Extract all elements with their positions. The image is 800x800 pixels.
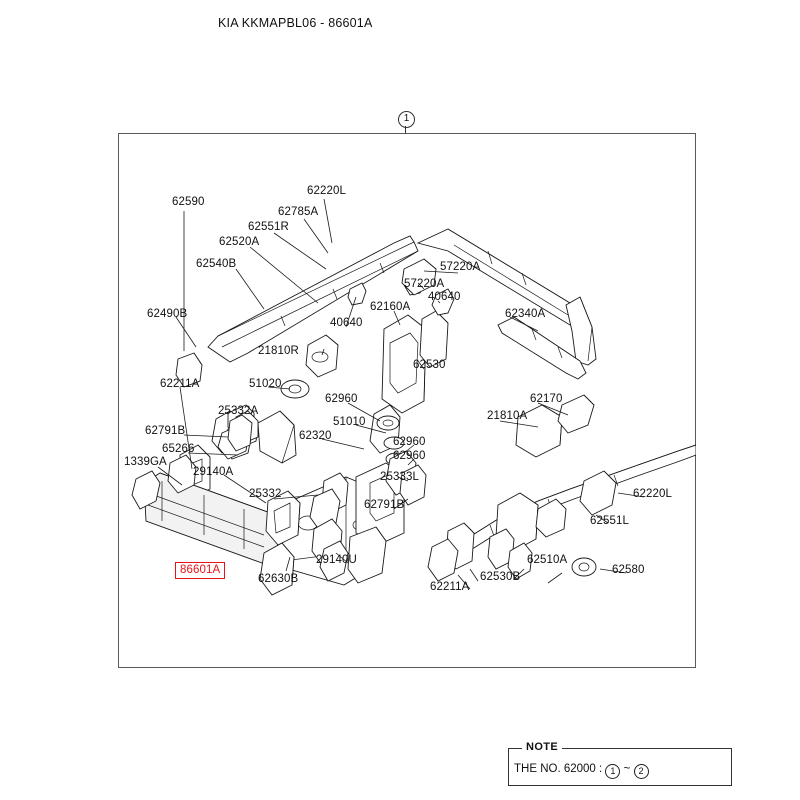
part-label-57220A-2: 57220A	[404, 278, 445, 290]
part-label-25332A: 25332A	[218, 405, 259, 417]
engine-mount-21810r	[306, 335, 338, 377]
part-label-62960-1: 62960	[325, 393, 358, 405]
part-label-62551L: 62551L	[590, 515, 629, 527]
note-range-sep: ~	[623, 763, 631, 775]
part-label-51020: 51020	[249, 378, 282, 390]
part-label-40640-2: 40640	[330, 317, 363, 329]
part-label-62170: 62170	[530, 393, 563, 405]
note-caption: NOTE	[522, 741, 562, 753]
note-prefix: THE NO.	[514, 763, 561, 775]
note-range-from: 1	[605, 764, 620, 779]
part-label-62340A: 62340A	[505, 308, 546, 320]
part-label-25332: 25332	[249, 488, 282, 500]
part-label-62490B: 62490B	[147, 308, 188, 320]
part-label-21810A: 21810A	[487, 410, 528, 422]
note-range-to: 2	[634, 764, 649, 779]
part-label-51010: 51010	[333, 416, 366, 428]
part-label-62320: 62320	[299, 430, 332, 442]
part-label-62785A: 62785A	[278, 206, 319, 218]
part-label-62551R: 62551R	[248, 221, 289, 233]
part-label-62220L: 62220L	[307, 185, 346, 197]
part-label-29140A: 29140A	[193, 466, 234, 478]
part-label-62540B: 62540B	[196, 258, 237, 270]
callout-marker-1: 1	[398, 111, 415, 128]
part-label-62580: 62580	[612, 564, 645, 576]
part-label-62791B-2: 62791B	[364, 499, 405, 511]
note-number: 62000 :	[563, 763, 603, 775]
part-label-62590: 62590	[172, 196, 205, 208]
part-label-62630B: 62630B	[258, 573, 299, 585]
part-label-86601A-highlighted[interactable]: 86601A	[175, 562, 225, 579]
part-label-62791B-1: 62791B	[145, 425, 186, 437]
part-label-62510A: 62510A	[527, 554, 568, 566]
part-label-62530B: 62530B	[480, 571, 521, 583]
part-label-62160A: 62160A	[370, 301, 411, 313]
part-label-21810R: 21810R	[258, 345, 299, 357]
right-lower-brackets	[428, 471, 616, 581]
page-title: KIA KKMAPBL06 - 86601A	[218, 16, 373, 30]
part-label-62530: 62530	[413, 359, 446, 371]
note-text	[514, 763, 649, 779]
part-label-62211A: 62211A	[160, 378, 200, 390]
diagram-artwork	[118, 133, 696, 668]
part-label-62220L-2: 62220L	[633, 488, 672, 500]
part-label-62960-3: 62960	[393, 450, 426, 462]
part-label-62211A-2: 62211A	[430, 581, 470, 593]
part-label-65266: 65266	[162, 443, 195, 455]
part-label-1339GA: 1339GA	[124, 456, 167, 468]
part-label-40640-1: 40640	[428, 291, 461, 303]
part-label-57220A-1: 57220A	[440, 261, 481, 273]
part-label-62960-2: 62960	[393, 436, 426, 448]
part-label-29140U: 29140U	[316, 554, 357, 566]
part-label-62520A: 62520A	[219, 236, 260, 248]
part-label-25333L: 25333L	[380, 471, 419, 483]
